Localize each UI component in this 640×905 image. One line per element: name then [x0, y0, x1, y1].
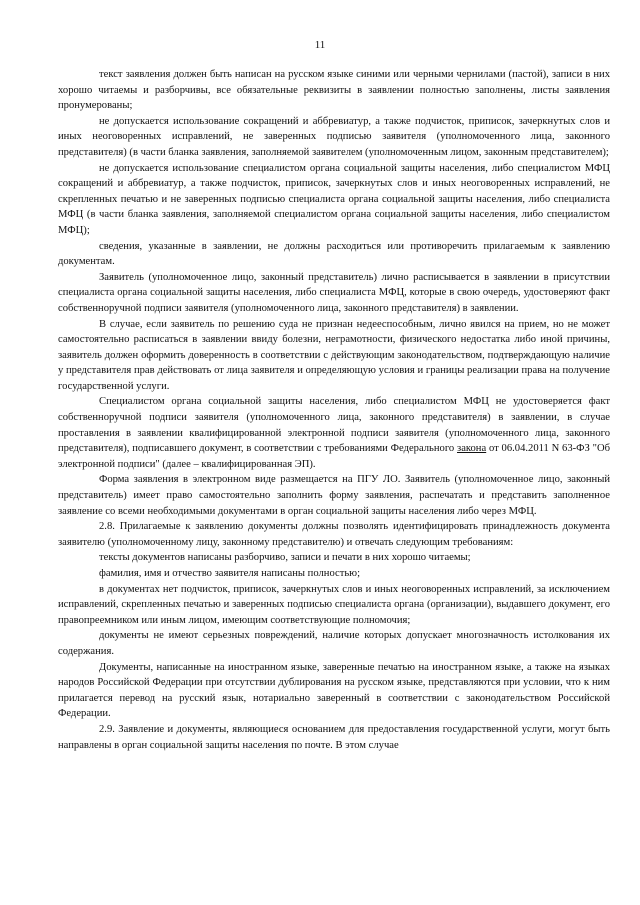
- paragraph-requirement-no-abbreviations-specialist: не допускается использование специалистом органа социальной защиты населения, либо специалистом МФЦ сокращений и аббревиатур, а также подчисток, приписок, зачеркнутых слов и иных неоговоренных исправлений, не скрепленных печатью и не заверенных подписью специалиста органа социальной защиты населения, либо специалиста МФЦ (в части бланка заявления, заполняемой специалистом органа социальной защиты населения, либо специалистом МФЦ);: [58, 162, 610, 236]
- paragraph-requirement-no-abbreviations-applicant: не допускается использование сокращений и аббревиатур, а также подчисток, приписок, зачеркнутых слов и иных неоговоренных исправлений, не заверенных подписью заявителя (уполномоченного лица, законного представителя) (в части бланка заявления, заполняемой заявителем (уполномоченным лицом, законным представителем);: [58, 115, 610, 158]
- paragraph-power-of-attorney: В случае, если заявитель по решению суда не признан недееспособным, лично явился на прием, но не может самостоятельно расписаться в заявлении ввиду болезни, неграмотности, физического недостатка либо иной причины, заявитель должен оформить доверенность в соответствии с действующим законодательством, подтверждающую наличие у представителя прав действовать от лица заявителя и определяющую условия и границы реализации права на получение государственной услуги.: [58, 318, 610, 392]
- paragraph-foreign-language-documents: Документы, написанные на иностранном языке, заверенные печатью на иностранном языке, а также на языках народов Российской Федерации при отсутствии дублирования на русском языке, представляются при условии, что к ним прилагается перевод на русский язык, нотариально заверенный в соответствии с законодательством Российской Федерации.: [58, 661, 610, 720]
- paragraph-requirement-legible: тексты документов написаны разборчиво, записи и печати в них хорошо читаемы;: [99, 552, 471, 564]
- paragraph-requirement-consistency: сведения, указанные в заявлении, не должны расходиться или противоречить прилагаемым к заявлению документам.: [58, 240, 610, 268]
- paragraph-requirement-full-name: фамилия, имя и отчество заявителя написаны полностью;: [99, 568, 361, 579]
- paragraph-electronic-form: Форма заявления в электронном виде размещается на ПГУ ЛО. Заявитель (уполномоченное лицо, законный представитель) имеет право самостоятельно заполнить форму заявления, распечатать и представить заполненное заявление со всеми необходимыми документами в орган социальной защиты населения либо через МФЦ.: [58, 474, 610, 517]
- paragraph-section-2-8: 2.8. Прилагаемые к заявлению документы должны позволять идентифицировать принадлежность документа заявителю (уполномоченному лицу, законному представителю) и отвечать следующим требованиям:: [58, 521, 610, 548]
- page-number: 11: [314, 39, 326, 51]
- paragraph-requirement-language: текст заявления должен быть написан на русском языке синими или черными чернилами (пастой), записи в них хорошо читаемы и разборчивы, все обязательные реквизиты в заявлении полностью заполнены, листы заявления пронумерованы;: [58, 69, 610, 112]
- paragraph-requirement-no-damage: документы не имеют серьезных повреждений, наличие которых допускает многозначность истолкования их содержания.: [58, 630, 610, 657]
- document-body: [58, 67, 610, 753]
- paragraph-applicant-signature: Заявитель (уполномоченное лицо, законный представитель) лично расписывается в заявлении в присутствии специалиста органа социальной защиты населения, либо специалиста МФЦ, которые в свою очередь, удостоверяют факт собственноручной подписи заявителя (уполномоченного лица, законного представителя) в заявлении.: [58, 271, 610, 314]
- paragraph-electronic-signature-tail: от 06.04.2011 N 63-ФЗ "Об электронной подписи" (далее – квалифицированная ЭП).: [58, 443, 610, 470]
- paragraph-requirement-no-corrections: в документах нет подчисток, приписок, зачеркнутых слов и иных неоговоренных исправлений, за исключением исправлений, скрепленных печатью и заверенных подписью специалиста органа (организации), выдавшего документ, его правопреемником или иным лицом, имеющим соответствующие полномочия;: [58, 583, 610, 626]
- paragraph-section-2-9: 2.9. Заявление и документы, являющиеся основанием для предоставления государственной услуги, могут быть направлены в орган социальной защиты населения по почте. В этом случае: [58, 723, 610, 751]
- paragraph-electronic-signature: [58, 394, 610, 472]
- paragraph-electronic-signature-text: Специалистом органа социальной защиты населения, либо специалистом МФЦ не удостоверяется факт собственноручной подписи заявителя (уполномоченного лица, законного представителя) в заявлении, в случае проставления в заявлении квалифицированной электронной подписи заявителя (уполномоченного лица, законного представителя), подписавшего документ, в соответствии с требованиями Федерального: [58, 396, 610, 455]
- federal-law-link[interactable]: закона: [457, 443, 487, 455]
